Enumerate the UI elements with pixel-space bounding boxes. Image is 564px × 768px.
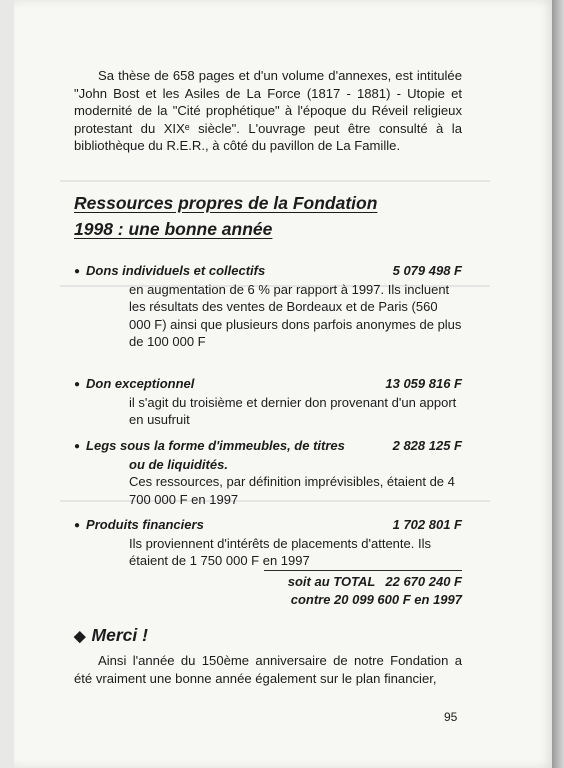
merci-heading (74, 625, 148, 646)
resource-item-don-exceptionnel (74, 375, 462, 429)
item-description: Ces ressources, par définition imprévisibles, étaient de 4 700 000 F en 1997 (129, 474, 455, 507)
totals-block (74, 573, 462, 609)
item-description: Ils proviennent d'intérêts de placements d'attente. Ils étaient de 1 750 000 F en 1997 (129, 535, 431, 569)
page-number: 95 (444, 710, 458, 724)
item-amount: 2 828 125 F (392, 438, 462, 453)
item-sub-label: ou de liquidités. (129, 456, 228, 472)
resource-item-dons (74, 262, 462, 351)
section-heading-line1: Ressources propres de la Fondation (74, 193, 378, 213)
item-amount: 13 059 816 F (385, 376, 462, 391)
item-label: ● Legs sous la forme d'immeubles, de titres (74, 437, 345, 456)
total-rule (264, 570, 462, 571)
total-compare: contre 20 099 600 F en 1997 (290, 592, 462, 607)
item-description: il s'agit du troisième et dernier don provenant d'un apport en usufruit (129, 394, 457, 428)
total-amount: 22 670 240 F (385, 574, 462, 589)
item-amount: 1 702 801 F (392, 517, 462, 532)
resource-item-legs (74, 437, 462, 508)
item-label: ● Don exceptionnel (74, 375, 194, 394)
intro-text: Sa thèse de 658 pages et d'un volume d'annexes, est intitulée "John Bost et les Asiles de La Force (1817 - 1881) - Utopie et modernité de la "Cité prophétique" à l'époque du Réveil religieux protestant du XIXᵉ siècle". L'ouvrage peut être consulté à la bibliothèque du R.E.R., à côté du pavillon de La Famille. (74, 68, 462, 154)
item-amount: 5 079 498 F (392, 263, 462, 278)
diamond-bullet-icon: ◆ (74, 628, 86, 645)
section-heading-line2: 1998 : une bonne année (74, 219, 273, 239)
item-label: ● Dons individuels et collectifs (74, 262, 265, 281)
resource-item-produits-financiers (74, 516, 462, 570)
item-description: en augmentation de 6 % par rapport à 1997. Ils incluent les résultats des ventes de Bordeaux et de Paris (560 000 F) ainsi que plusieurs dons parfois anonymes de plus de 100 000 F (129, 281, 462, 350)
closing-text: Ainsi l'année du 150ème anniversaire de notre Fondation a été vraiment une bonne année également sur le plan financier, (74, 653, 462, 686)
merci-text: Merci ! (91, 625, 148, 645)
item-label: ● Produits financiers (74, 516, 204, 535)
binding-shadow (552, 0, 564, 768)
total-label: soit au TOTAL (287, 574, 376, 589)
closing-paragraph (74, 652, 462, 688)
intro-paragraph (74, 67, 462, 155)
